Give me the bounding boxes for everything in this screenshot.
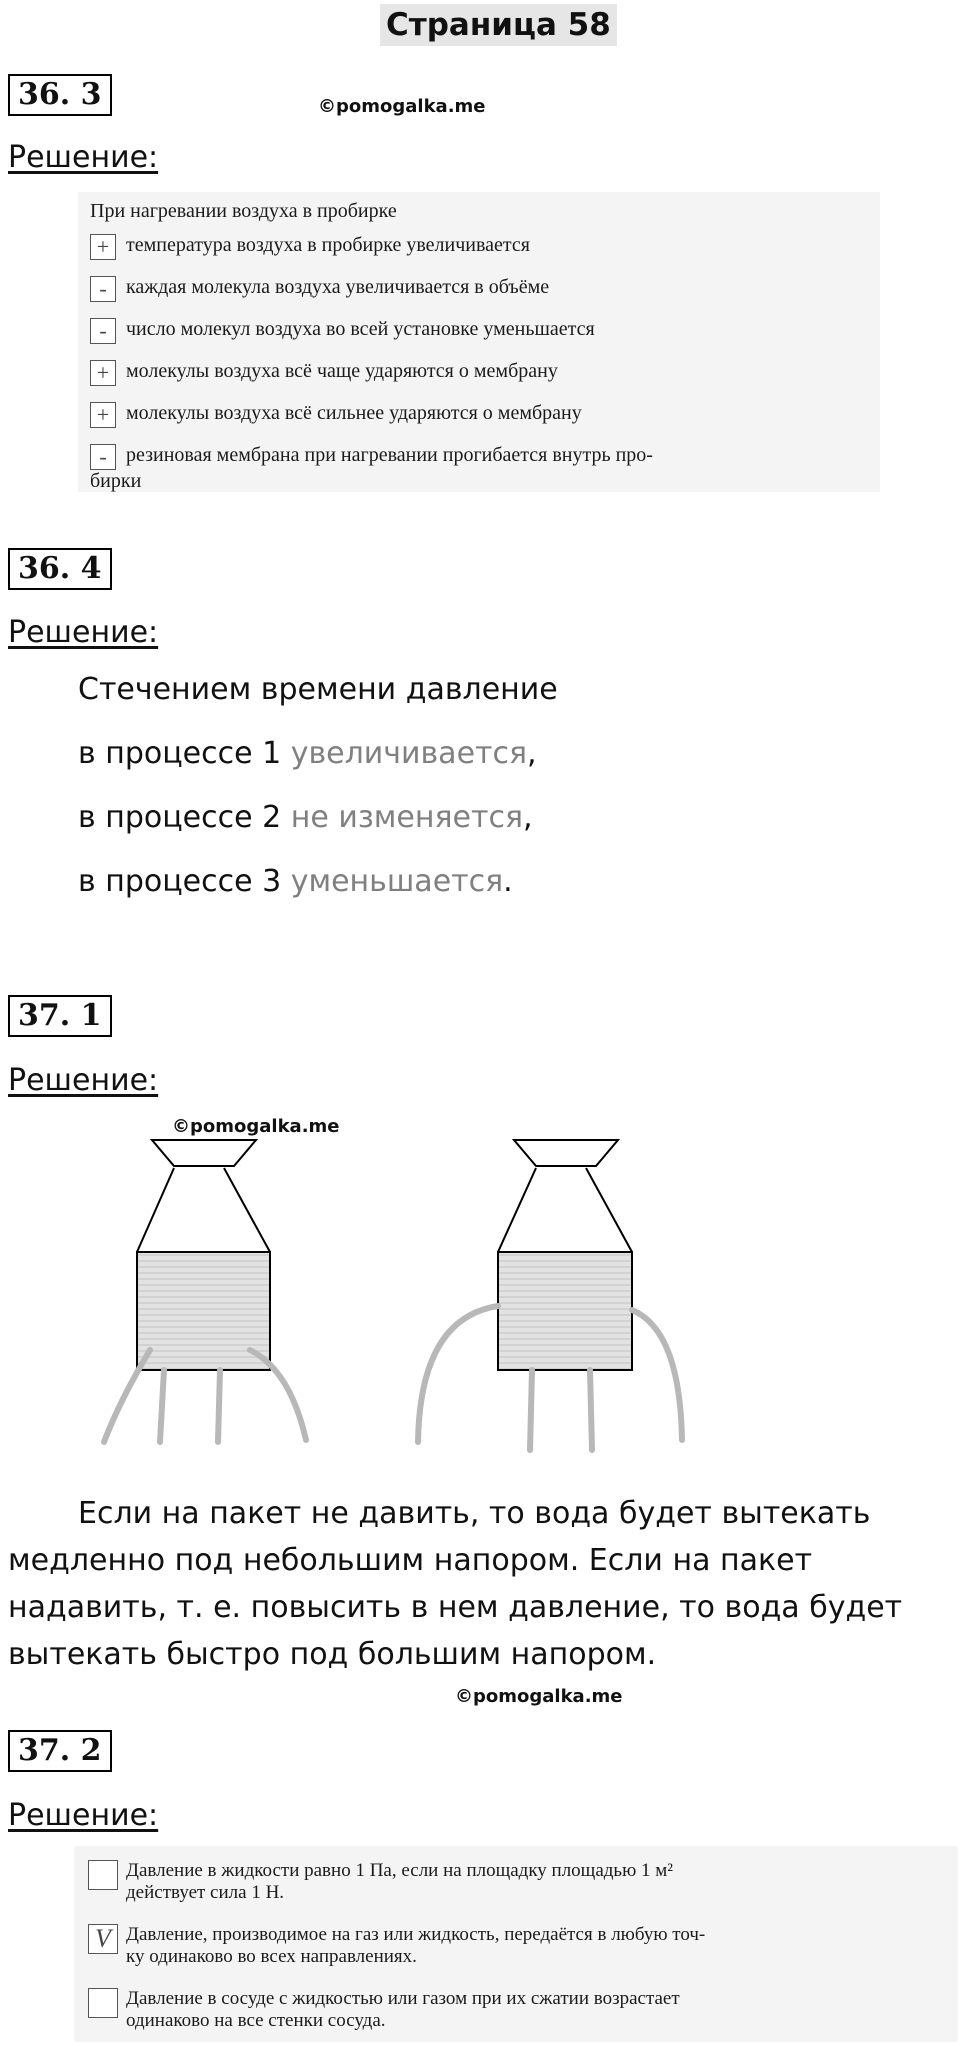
- checkbox-icon: -: [90, 444, 116, 470]
- checkbox-icon: +: [90, 360, 116, 386]
- checkmark-icon: V: [88, 1924, 118, 1954]
- checkbox-icon: +: [90, 234, 116, 260]
- watermark: ©pomogalka.me: [172, 1116, 340, 1137]
- answer-line: в процессе 3 уменьшается.: [78, 864, 513, 899]
- answer-intro: Стечением времени давление: [78, 672, 558, 707]
- task-number-36-3: 36. 3: [8, 74, 112, 116]
- task-number-36-4: 36. 4: [8, 548, 112, 590]
- solution-label: Решение:: [8, 1798, 159, 1833]
- bags-illustration: [70, 1110, 710, 1460]
- answer-line: в процессе 2 не изменяется,: [78, 800, 533, 835]
- checklist-item: + молекулы воздуха всё чаще ударяются о мембрану: [90, 360, 558, 386]
- checklist-item: Давление в сосуде с жидкостью или газом при их сжатии возрастает одинаково на все стенки сосуда.: [88, 1988, 960, 2032]
- solution-label: Решение:: [8, 1063, 159, 1098]
- watermark: ©pomogalka.me: [455, 1686, 623, 1707]
- explanation-paragraph: Если на пакет не давить, то вода будет вытекать медленно под небольшим напором. Если на пакет надавить, т. е. повысить в нем давление, то вода будет вытекать быстро под большим напором.: [8, 1496, 903, 1672]
- checkbox-icon: -: [90, 318, 116, 344]
- checklist-item: + молекулы воздуха всё сильнее ударяются о мембрану: [90, 402, 582, 428]
- solution-label: Решение:: [8, 140, 159, 175]
- watermark: ©pomogalka.me: [318, 96, 486, 117]
- answer-line: в процессе 1 увеличивается,: [78, 736, 537, 771]
- checklist-item: - число молекул воздуха во всей установке уменьшается: [90, 318, 595, 344]
- checklist-header: При нагревании воздуха в пробирке: [90, 200, 397, 222]
- task-number-37-1: 37. 1: [8, 995, 112, 1037]
- scan-36-3-checklist: [78, 192, 880, 492]
- bag-left: [104, 1140, 306, 1442]
- checklist-item: V Давление, производимое на газ или жидкость, передаётся в любую точ- ку одинаково во всех направлениях.: [88, 1924, 960, 1968]
- bag-right: [418, 1140, 682, 1450]
- checkbox-icon: -: [90, 276, 116, 302]
- solution-label: Решение:: [8, 615, 159, 650]
- checkbox-icon: [88, 1988, 118, 2018]
- checklist-item: + температура воздуха в пробирке увеличивается: [90, 234, 530, 260]
- checklist-item: - резиновая мембрана при нагревании прогибается внутрь про- бирки: [90, 444, 653, 492]
- checkbox-icon: [88, 1860, 118, 1890]
- checklist-item: Давление в жидкости равно 1 Па, если на площадку площадью 1 м² действует сила 1 Н.: [88, 1860, 960, 1904]
- checklist-item: - каждая молекула воздуха увеличивается в объёме: [90, 276, 549, 302]
- checkbox-icon: +: [90, 402, 116, 428]
- page-title: Страница 58: [380, 4, 617, 46]
- task-number-37-2: 37. 2: [8, 1730, 112, 1772]
- scan-37-2-checklist: [74, 1846, 958, 2042]
